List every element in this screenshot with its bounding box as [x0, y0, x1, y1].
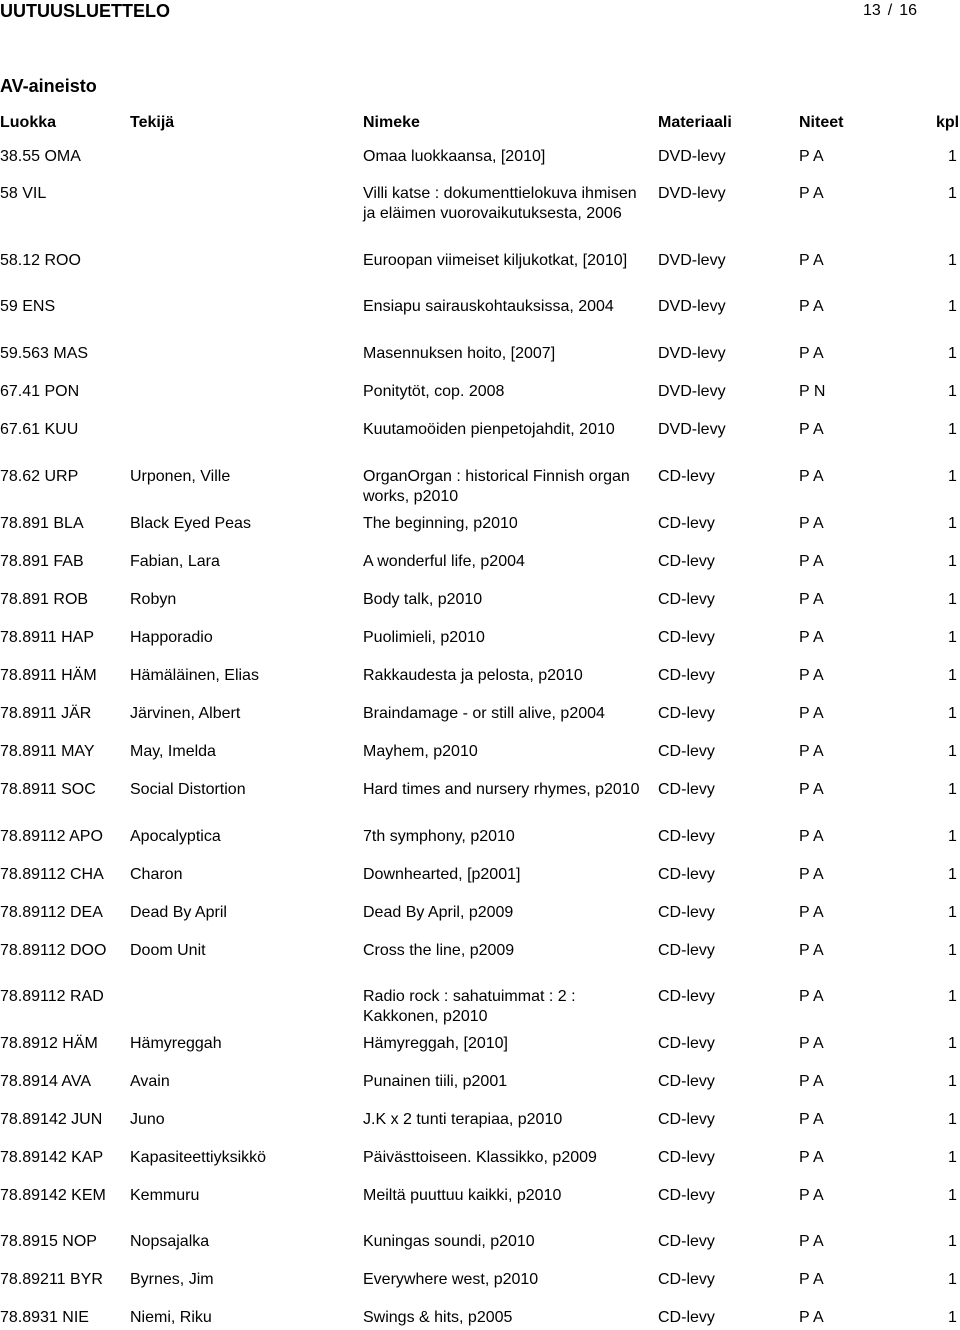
cell-luokka: 58 VIL — [0, 185, 47, 202]
cell-kpl: 1 — [948, 252, 957, 269]
cell-kpl: 1 — [948, 1073, 957, 1090]
cell-kpl: 1 — [948, 705, 957, 722]
cell-materiaali: CD-levy — [658, 515, 715, 532]
cell-nimeke: Mayhem, p2010 — [363, 743, 478, 760]
cell-luokka: 78.8911 SOC — [0, 781, 96, 798]
cell-niteet: P A — [799, 743, 824, 760]
column-header-nimeke: Nimeke — [363, 114, 420, 131]
cell-niteet: P A — [799, 705, 824, 722]
cell-materiaali: CD-levy — [658, 1073, 715, 1090]
cell-luokka: 78.891 FAB — [0, 553, 84, 570]
cell-materiaali: CD-levy — [658, 629, 715, 646]
cell-nimeke: Rakkaudesta ja pelosta, p2010 — [363, 667, 583, 684]
cell-nimeke: Dead By April, p2009 — [363, 904, 514, 921]
column-header-materiaali: Materiaali — [658, 114, 732, 131]
column-header-tekija: Tekijä — [130, 114, 175, 131]
cell-luokka: 59.563 MAS — [0, 345, 89, 362]
cell-nimeke: J.K x 2 tunti terapiaa, p2010 — [363, 1111, 563, 1128]
cell-niteet: P A — [799, 148, 824, 165]
cell-niteet: P A — [799, 866, 824, 883]
cell-kpl: 1 — [948, 185, 957, 202]
cell-luokka: 78.891 BLA — [0, 515, 84, 532]
cell-nimeke: Villi katse : dokumenttielokuva ihmisen ja eläimen vuorovaikutuksesta, 2006 — [363, 185, 637, 222]
cell-kpl: 1 — [948, 629, 957, 646]
cell-tekija: Dead By April — [130, 904, 227, 921]
cell-nimeke: Ensiapu sairauskohtauksissa, 2004 — [363, 298, 614, 315]
cell-luokka: 78.89112 DEA — [0, 904, 103, 921]
cell-luokka: 78.8911 HÄM — [0, 667, 97, 684]
cell-tekija: Black Eyed Peas — [130, 515, 251, 532]
cell-luokka: 78.891 ROB — [0, 591, 89, 608]
cell-luokka: 78.8911 HAP — [0, 629, 94, 646]
cell-kpl: 1 — [948, 904, 957, 921]
cell-materiaali: CD-levy — [658, 942, 715, 959]
cell-materiaali: DVD-levy — [658, 185, 726, 202]
column-header-niteet: Niteet — [799, 114, 844, 131]
cell-tekija: Kemmuru — [130, 1187, 200, 1204]
cell-tekija: Doom Unit — [130, 942, 206, 959]
cell-tekija: Urponen, Ville — [130, 468, 231, 485]
cell-luokka: 78.89211 BYR — [0, 1271, 103, 1288]
cell-kpl: 1 — [948, 1271, 957, 1288]
cell-niteet: P A — [799, 591, 824, 608]
cell-kpl: 1 — [948, 1035, 957, 1052]
cell-luokka: 78.89142 KEM — [0, 1187, 106, 1204]
cell-materiaali: CD-levy — [658, 1111, 715, 1128]
cell-luokka: 78.8915 NOP — [0, 1233, 97, 1250]
column-header-luokka: Luokka — [0, 114, 57, 131]
cell-nimeke: A wonderful life, p2004 — [363, 553, 525, 570]
cell-tekija: Niemi, Riku — [130, 1309, 212, 1326]
cell-luokka: 67.61 KUU — [0, 421, 79, 438]
cell-niteet: P A — [799, 345, 824, 362]
cell-materiaali: DVD-levy — [658, 383, 726, 400]
cell-niteet: P A — [799, 515, 824, 532]
cell-tekija: Järvinen, Albert — [130, 705, 241, 722]
cell-materiaali: DVD-levy — [658, 148, 726, 165]
cell-nimeke: Hämyreggah, [2010] — [363, 1035, 508, 1052]
cell-materiaali: CD-levy — [658, 866, 715, 883]
current-page: 13 — [863, 2, 881, 19]
cell-kpl: 1 — [948, 148, 957, 165]
cell-kpl: 1 — [948, 988, 957, 1005]
cell-nimeke: Everywhere west, p2010 — [363, 1271, 539, 1288]
cell-kpl: 1 — [948, 743, 957, 760]
cell-materiaali: DVD-levy — [658, 345, 726, 362]
total-pages: 16 — [899, 2, 918, 19]
cell-nimeke: Ponitytöt, cop. 2008 — [363, 383, 505, 400]
cell-materiaali: CD-levy — [658, 553, 715, 570]
cell-materiaali: CD-levy — [658, 828, 715, 845]
page-number — [863, 1, 917, 21]
cell-materiaali: DVD-levy — [658, 298, 726, 315]
cell-nimeke: Masennuksen hoito, [2007] — [363, 345, 556, 362]
cell-tekija: Avain — [130, 1073, 170, 1090]
cell-nimeke: The beginning, p2010 — [363, 515, 518, 532]
cell-luokka: 78.89142 JUN — [0, 1111, 103, 1128]
cell-niteet: P A — [799, 1035, 824, 1052]
cell-niteet: P A — [799, 185, 824, 202]
cell-materiaali: CD-levy — [658, 1149, 715, 1166]
cell-nimeke: Puolimieli, p2010 — [363, 629, 485, 646]
cell-materiaali: CD-levy — [658, 667, 715, 684]
cell-luokka: 78.89112 APO — [0, 828, 103, 845]
cell-materiaali: CD-levy — [658, 705, 715, 722]
cell-niteet: P A — [799, 629, 824, 646]
cell-materiaali: CD-levy — [658, 591, 715, 608]
cell-tekija: Charon — [130, 866, 183, 883]
cell-tekija: Byrnes, Jim — [130, 1271, 214, 1288]
cell-nimeke: Euroopan viimeiset kiljukotkat, [2010] — [363, 252, 628, 269]
cell-nimeke: Braindamage - or still alive, p2004 — [363, 705, 605, 722]
cell-nimeke: Kuutamoöiden pienpetojahdit, 2010 — [363, 421, 615, 438]
page-header — [0, 0, 960, 24]
cell-materiaali: CD-levy — [658, 904, 715, 921]
cell-kpl: 1 — [948, 942, 957, 959]
cell-nimeke: OrganOrgan : historical Finnish organ works, p2010 — [363, 468, 630, 505]
cell-niteet: P A — [799, 828, 824, 845]
cell-niteet: P A — [799, 1309, 824, 1326]
cell-tekija: Nopsajalka — [130, 1233, 210, 1250]
cell-luokka: 78.8911 MAY — [0, 743, 95, 760]
cell-luokka: 78.8931 NIE — [0, 1309, 89, 1326]
cell-nimeke: Meiltä puuttuu kaikki, p2010 — [363, 1187, 562, 1204]
cell-nimeke: Punainen tiili, p2001 — [363, 1073, 508, 1090]
cell-nimeke: Kuningas soundi, p2010 — [363, 1233, 535, 1250]
document-title: UUTUUSLUETTELO — [0, 1, 170, 21]
cell-niteet: P A — [799, 988, 824, 1005]
cell-kpl: 1 — [948, 866, 957, 883]
cell-luokka: 58.12 ROO — [0, 252, 81, 269]
cell-luokka: 78.89112 RAD — [0, 988, 104, 1005]
cell-luokka: 59 ENS — [0, 298, 56, 315]
cell-niteet: P A — [799, 904, 824, 921]
cell-niteet: P A — [799, 1149, 824, 1166]
cell-tekija: Robyn — [130, 591, 177, 608]
cell-materiaali: CD-levy — [658, 1035, 715, 1052]
cell-kpl: 1 — [948, 828, 957, 845]
cell-tekija: Kapasiteettiyksikkö — [130, 1149, 267, 1166]
cell-niteet: P A — [799, 942, 824, 959]
cell-niteet: P A — [799, 1073, 824, 1090]
cell-niteet: P A — [799, 781, 824, 798]
cell-luokka: 78.89112 CHA — [0, 866, 104, 883]
table-header — [0, 113, 960, 133]
cell-niteet: P A — [799, 1271, 824, 1288]
cell-nimeke: Päivästtoiseen. Klassikko, p2009 — [363, 1149, 597, 1166]
cell-niteet: P A — [799, 298, 824, 315]
cell-luokka: 78.8911 JÄR — [0, 705, 92, 722]
cell-kpl: 1 — [948, 515, 957, 532]
cell-materiaali: CD-levy — [658, 468, 715, 485]
cell-kpl: 1 — [948, 1111, 957, 1128]
cell-nimeke: Downhearted, [p2001] — [363, 866, 521, 883]
cell-materiaali: CD-levy — [658, 781, 715, 798]
cell-materiaali: CD-levy — [658, 1271, 715, 1288]
cell-kpl: 1 — [948, 383, 957, 400]
cell-niteet: P A — [799, 1233, 824, 1250]
cell-tekija: Happoradio — [130, 629, 213, 646]
cell-kpl: 1 — [948, 667, 957, 684]
cell-materiaali: CD-levy — [658, 1187, 715, 1204]
cell-kpl: 1 — [948, 591, 957, 608]
cell-kpl: 1 — [948, 421, 957, 438]
cell-kpl: 1 — [948, 468, 957, 485]
cell-luokka: 78.62 URP — [0, 468, 79, 485]
cell-nimeke: Hard times and nursery rhymes, p2010 — [363, 781, 640, 798]
cell-tekija: Apocalyptica — [130, 828, 221, 845]
cell-tekija: Social Distortion — [130, 781, 246, 798]
cell-niteet: P A — [799, 421, 824, 438]
cell-kpl: 1 — [948, 1309, 957, 1326]
cell-materiaali: DVD-levy — [658, 421, 726, 438]
cell-materiaali: CD-levy — [658, 743, 715, 760]
cell-luokka: 78.8912 HÄM — [0, 1035, 98, 1052]
cell-kpl: 1 — [948, 1187, 957, 1204]
cell-nimeke: Cross the line, p2009 — [363, 942, 515, 959]
cell-luokka: 67.41 PON — [0, 383, 80, 400]
cell-nimeke: Body talk, p2010 — [363, 591, 483, 608]
cell-niteet: P A — [799, 252, 824, 269]
cell-nimeke: 7th symphony, p2010 — [363, 828, 515, 845]
cell-kpl: 1 — [948, 553, 957, 570]
cell-nimeke: Omaa luokkaansa, [2010] — [363, 148, 546, 165]
cell-niteet: P A — [799, 553, 824, 570]
cell-niteet: P N — [799, 383, 826, 400]
cell-kpl: 1 — [948, 781, 957, 798]
cell-niteet: P A — [799, 468, 824, 485]
cell-tekija: Juno — [130, 1111, 165, 1128]
cell-luokka: 78.8914 AVA — [0, 1073, 92, 1090]
cell-niteet: P A — [799, 1111, 824, 1128]
cell-kpl: 1 — [948, 298, 957, 315]
cell-luokka: 78.89142 KAP — [0, 1149, 104, 1166]
cell-tekija: Hämäläinen, Elias — [130, 667, 259, 684]
cell-tekija: Hämyreggah — [130, 1035, 222, 1052]
cell-tekija: May, Imelda — [130, 743, 216, 760]
cell-nimeke: Swings & hits, p2005 — [363, 1309, 513, 1326]
cell-luokka: 38.55 OMA — [0, 148, 81, 165]
cell-materiaali: CD-levy — [658, 1233, 715, 1250]
cell-niteet: P A — [799, 667, 824, 684]
cell-luokka: 78.89112 DOO — [0, 942, 107, 959]
cell-niteet: P A — [799, 1187, 824, 1204]
cell-tekija: Fabian, Lara — [130, 553, 220, 570]
page-separator: / — [887, 2, 893, 19]
cell-materiaali: CD-levy — [658, 1309, 715, 1326]
cell-kpl: 1 — [948, 345, 957, 362]
cell-materiaali: DVD-levy — [658, 252, 726, 269]
cell-nimeke: Radio rock : sahatuimmat : 2 : Kakkonen, p2010 — [363, 988, 576, 1025]
cell-kpl: 1 — [948, 1233, 957, 1250]
column-header-kpl: kpl — [936, 114, 960, 131]
cell-kpl: 1 — [948, 1149, 957, 1166]
section-title: AV-aineisto — [0, 76, 97, 96]
cell-materiaali: CD-levy — [658, 988, 715, 1005]
